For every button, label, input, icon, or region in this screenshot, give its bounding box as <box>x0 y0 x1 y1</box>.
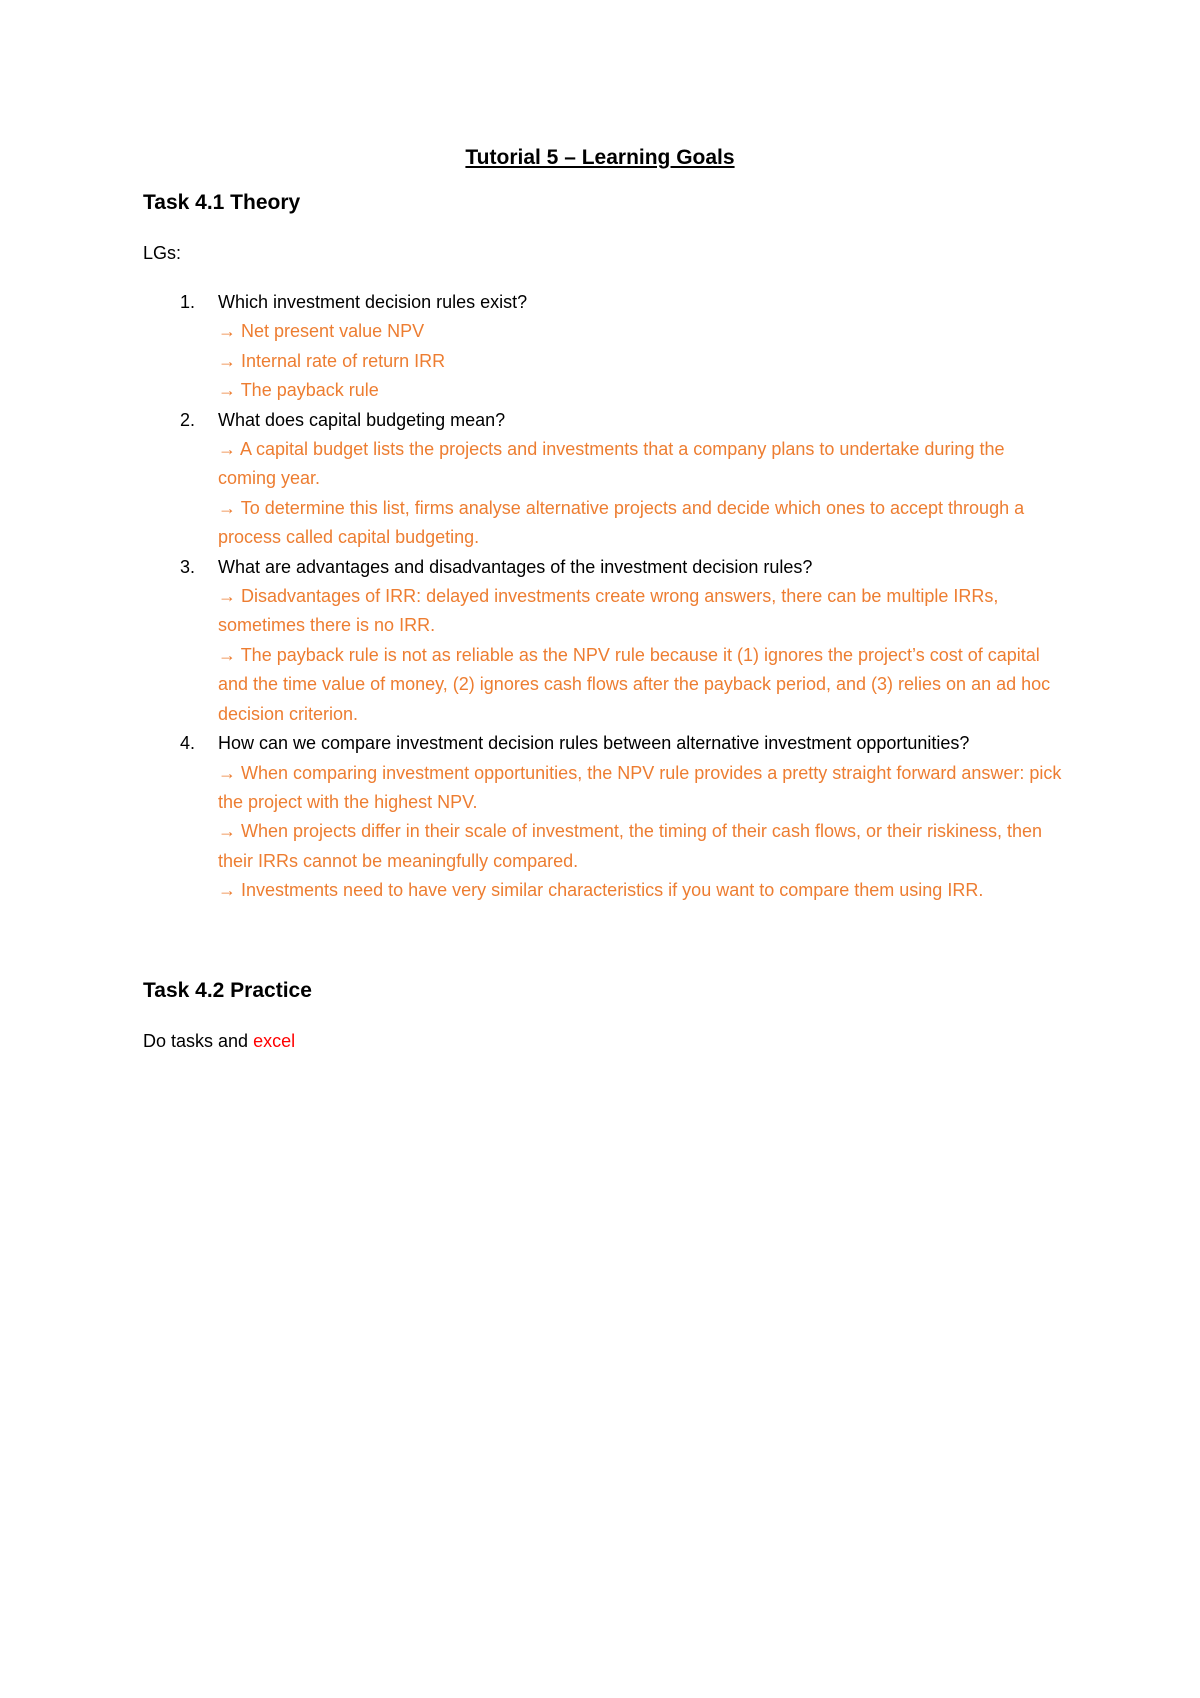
answer-line <box>218 759 1063 818</box>
right-arrow-icon: → <box>218 380 236 401</box>
answer-text: When projects differ in their scale of investment, the timing of their cash flows, or their riskiness, then their IRRs cannot be meaningfully compared. <box>218 821 1043 871</box>
question-text: Which investment decision rules exist? <box>218 292 528 312</box>
learning-goal-item <box>143 553 1063 729</box>
answer-line <box>218 876 1063 905</box>
excel-highlight: excel <box>253 1031 296 1051</box>
item-number: 1. <box>180 292 196 312</box>
answer-text: When comparing investment opportunities, the NPV rule provides a pretty straight forward answer: pick the project with the highest NPV. <box>218 762 1062 812</box>
answer-text: Internal rate of return IRR <box>241 350 446 371</box>
answer-text: The payback rule is not as reliable as the NPV rule because it (1) ignores the project’s cost of capital and the time value of money, (2) ignores cash flows after the payback period, and (3) relies on an ad hoc decision criterion. <box>218 644 1051 724</box>
learning-goal-item <box>143 406 1063 553</box>
practice-text-prefix: Do tasks and <box>143 1031 254 1051</box>
answer-line <box>218 641 1063 729</box>
right-arrow-icon: → <box>218 644 236 665</box>
answer-line <box>218 582 1063 641</box>
right-arrow-icon: → <box>218 321 236 342</box>
task-4-2-heading: Task 4.2 Practice <box>143 979 312 1002</box>
lgs-label: LGs: <box>143 243 182 263</box>
right-arrow-icon: → <box>218 762 236 783</box>
task-4-1-heading: Task 4.1 Theory <box>143 191 301 214</box>
answer-line <box>218 376 1063 405</box>
question-text: How can we compare investment decision rules between alternative investment opportunities? <box>218 733 970 754</box>
answer-line <box>218 435 1063 494</box>
answer-text: Investments need to have very similar characteristics if you want to compare them using IRR. <box>241 880 984 901</box>
answer-text: Net present value NPV <box>241 321 425 342</box>
document-title: Tutorial 5 – Learning Goals <box>465 146 735 169</box>
answer-text: Disadvantages of IRR: delayed investments create wrong answers, there can be multiple IRRs, sometimes there is no IRR. <box>218 586 999 636</box>
answer-text: To determine this list, firms analyse alternative projects and decide which ones to accept through a process called capital budgeting. <box>218 497 1025 548</box>
answer-line <box>218 347 1063 376</box>
answer-line <box>218 817 1063 876</box>
right-arrow-icon: → <box>218 821 236 842</box>
right-arrow-icon: → <box>218 586 236 607</box>
right-arrow-icon: → <box>218 497 236 518</box>
learning-goal-item <box>143 288 1063 406</box>
answer-text: A capital budget lists the projects and investments that a company plans to undertake during the coming year. <box>218 439 1005 489</box>
item-number: 3. <box>180 556 196 577</box>
right-arrow-icon: → <box>218 880 236 901</box>
right-arrow-icon: → <box>218 439 236 460</box>
answer-line <box>218 494 1063 553</box>
learning-goal-item <box>143 729 1063 905</box>
question-text: What are advantages and disadvantages of the investment decision rules? <box>218 556 813 577</box>
right-arrow-icon: → <box>218 350 236 371</box>
question-text: What does capital budgeting mean? <box>218 409 506 430</box>
practice-text <box>143 1031 295 1052</box>
answer-text: The payback rule <box>240 380 379 401</box>
learning-goals-list <box>143 288 1063 906</box>
answer-line <box>218 317 1063 346</box>
item-number: 2. <box>180 409 196 430</box>
item-number: 4. <box>180 733 196 754</box>
